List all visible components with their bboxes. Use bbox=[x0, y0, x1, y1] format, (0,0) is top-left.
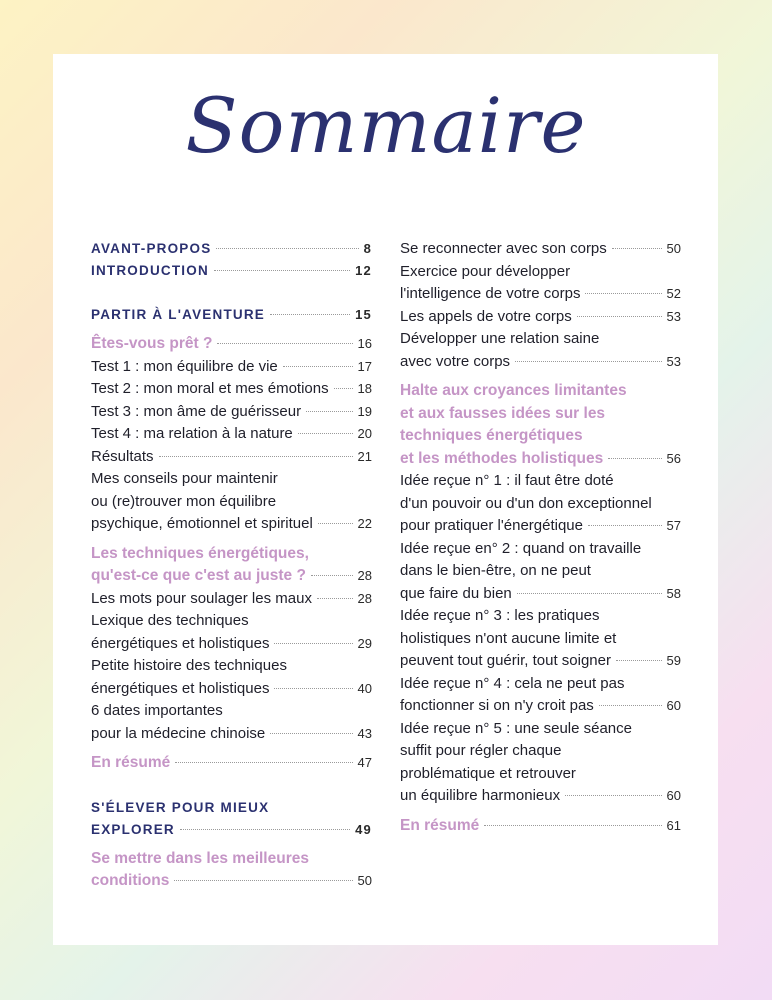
toc-entry[interactable]: S'ÉLEVER POUR MIEUX EXPLORER 49 bbox=[91, 799, 372, 837]
toc-entry[interactable]: Idée reçue en° 2 : quand on travaille dans le bien-être, on ne peut que faire du bien 58 bbox=[400, 539, 681, 602]
toc-entry[interactable]: Les techniques énergétiques, qu'est-ce que c'est au juste ? 28 bbox=[91, 544, 372, 584]
toc-entry[interactable]: Les mots pour soulager les maux 28 bbox=[91, 589, 372, 607]
toc-entry[interactable]: Idée reçue n° 1 : il faut être doté d'un pouvoir ou d'un don exceptionnel pour pratiquer l'énergétique 57 bbox=[400, 472, 681, 534]
toc-right-column bbox=[400, 238, 681, 837]
toc-entry[interactable]: INTRODUCTION 12 bbox=[91, 263, 372, 278]
toc-entry[interactable]: Les appels de votre corps 53 bbox=[400, 307, 681, 325]
toc-entry[interactable]: AVANT-PROPOS 8 bbox=[91, 241, 372, 256]
toc-entry[interactable]: Idée reçue n° 5 : une seule séance suffit pour régler chaque problématique et retrouver un équilibre harmonieux 60 bbox=[400, 719, 681, 804]
toc-entry[interactable]: Idée reçue n° 3 : les pratiques holistiques n'ont aucune limite et peuvent tout guérir, tout soigner 59 bbox=[400, 607, 681, 669]
toc-entry[interactable]: 6 dates importantes pour la médecine chinoise 43 bbox=[91, 702, 372, 742]
toc-entry[interactable]: Test 2 : mon moral et mes émotions 18 bbox=[91, 380, 372, 397]
toc-entry[interactable]: Idée reçue n° 4 : cela ne peut pas fonctionner si on n'y croit pas 60 bbox=[400, 674, 681, 714]
toc-entry[interactable]: Se mettre dans les meilleures conditions 50 bbox=[91, 849, 372, 889]
page-title: Sommaire bbox=[185, 81, 587, 170]
toc-entry[interactable]: PARTIR À L'AVENTURE 15 bbox=[91, 307, 372, 322]
toc-entry[interactable]: Êtes-vous prêt ? 16 bbox=[91, 335, 372, 352]
toc-entry[interactable]: Mes conseils pour maintenir ou (re)trouver mon équilibre psychique, émotionnel et spirituel 22 bbox=[91, 470, 372, 532]
toc-entry[interactable]: Petite histoire des techniques énergétiques et holistiques 40 bbox=[91, 657, 372, 697]
toc-entry[interactable]: Test 4 : ma relation à la nature 20 bbox=[91, 425, 372, 442]
toc-entry[interactable]: Halte aux croyances limitantes et aux fausses idées sur les techniques énergétiques et les méthodes holistiques 56 bbox=[400, 382, 681, 467]
toc-entry[interactable]: Lexique des techniques énergétiques et holistiques 29 bbox=[91, 612, 372, 652]
toc-entry[interactable]: Se reconnecter avec son corps 50 bbox=[400, 240, 681, 257]
toc-entry[interactable]: Test 3 : mon âme de guérisseur 19 bbox=[91, 402, 372, 420]
toc-entry[interactable]: Résultats 21 bbox=[91, 447, 372, 465]
toc-entry[interactable]: Test 1 : mon équilibre de vie 17 bbox=[91, 357, 372, 375]
toc-entry[interactable]: En résumé 61 bbox=[400, 816, 681, 834]
toc-left-column bbox=[91, 238, 372, 893]
toc-entry[interactable]: Développer une relation saine avec votre corps 53 bbox=[400, 330, 681, 370]
toc-entry[interactable]: En résumé 47 bbox=[91, 754, 372, 771]
toc-entry[interactable]: Exercice pour développer l'intelligence de votre corps 52 bbox=[400, 262, 681, 302]
